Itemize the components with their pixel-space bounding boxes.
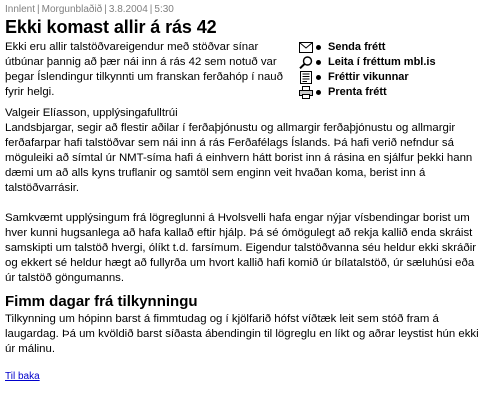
newspaper-icon bbox=[298, 71, 313, 84]
magnifier-icon bbox=[298, 56, 313, 69]
article-meta bbox=[5, 4, 479, 16]
tool-search[interactable] bbox=[298, 55, 473, 70]
meta-separator: | bbox=[37, 4, 40, 15]
tool-print[interactable] bbox=[298, 85, 473, 100]
article-tools bbox=[298, 40, 473, 100]
article-paragraph: Tilkynning um hópinn barst á fimmtudag og í kjölfarið hófst víðtæk leit sem stóð fram á laugardag. Þá um kvöldið barst síðasta ábendingin til lögreglu en líkt og aðrar leystist hún ekki úr málinu. bbox=[5, 313, 479, 355]
article-paragraph: Samkvæmt upplýsingum frá lögreglunni á Hvolsvelli hafa engar nýjar vísbendingar borist um hver kunni hugsanlega að hafa kallað eftir hjálp. Þá sé ómögulegt að rekja kallið enda skráist samskipti um talstöð hvergi, ólíkt t.d. farsímum. Eigendur talstöðvanna séu heldur ekki skráðir og ekkert sé heldur hægt að fullyrða um hvort kallið hafi komið úr bílatalstöð, úr sæluhúsi eða úr talstöð göngumanns. bbox=[5, 212, 477, 284]
bullet-icon bbox=[316, 90, 321, 95]
article-paragraph: Landsbjargar, segir að flestir aðilar í ferðaþjónustu og allmargir ferðaþjónustu og allmargir ferðafarpar hafi talstöðvar sem nái inn á rás Ferðafélags Íslands. Þá hafi verið nefndur sá möguleiki að símtal úr NMT-síma hafi á einhvern hátt borist inn á rásina en sjálfur þekki hann dæmi um að alls kyns truflanir og samtöl sem enginn veit hvaðan koma, berist inn á talstöðvarrásir. bbox=[5, 122, 473, 194]
bullet-icon bbox=[316, 75, 321, 80]
tool-weekly[interactable] bbox=[298, 70, 473, 85]
bullet-icon bbox=[316, 45, 321, 50]
tool-print-label[interactable]: Prenta frétt bbox=[328, 86, 387, 98]
envelope-icon bbox=[298, 41, 313, 54]
meta-date: 3.8.2004 bbox=[108, 4, 148, 15]
tool-send-label[interactable]: Senda frétt bbox=[328, 41, 386, 53]
meta-section: Innlent bbox=[5, 4, 36, 15]
meta-separator: | bbox=[104, 4, 107, 15]
printer-icon bbox=[298, 86, 313, 99]
meta-time: 5:30 bbox=[154, 4, 174, 15]
meta-source: Morgunblaðið bbox=[41, 4, 103, 15]
article-subheading: Fimm dagar frá tilkynningu bbox=[5, 293, 198, 310]
tool-send[interactable] bbox=[298, 40, 473, 55]
article-top bbox=[5, 40, 479, 100]
tool-search-label[interactable]: Leita í fréttum mbl.is bbox=[328, 56, 436, 68]
meta-separator: | bbox=[149, 4, 153, 15]
article-title: Ekki komast allir á rás 42 bbox=[5, 17, 217, 37]
article-byline: Valgeir Elíasson, upplýsingafulltrúi bbox=[5, 107, 178, 119]
bullet-icon bbox=[316, 60, 321, 65]
article-intro: Ekki eru allir talstöðvareigendur með stöðvar sínar útbúnar þannig að þær nái inn á rás 42 sem notuð var þegar Íslendingur tilkynnti um franskan ferðahóp í nauð fyrir helgi. bbox=[5, 41, 283, 98]
back-link[interactable]: Til baka bbox=[5, 371, 40, 382]
tool-weekly-label[interactable]: Fréttir vikunnar bbox=[328, 71, 409, 83]
